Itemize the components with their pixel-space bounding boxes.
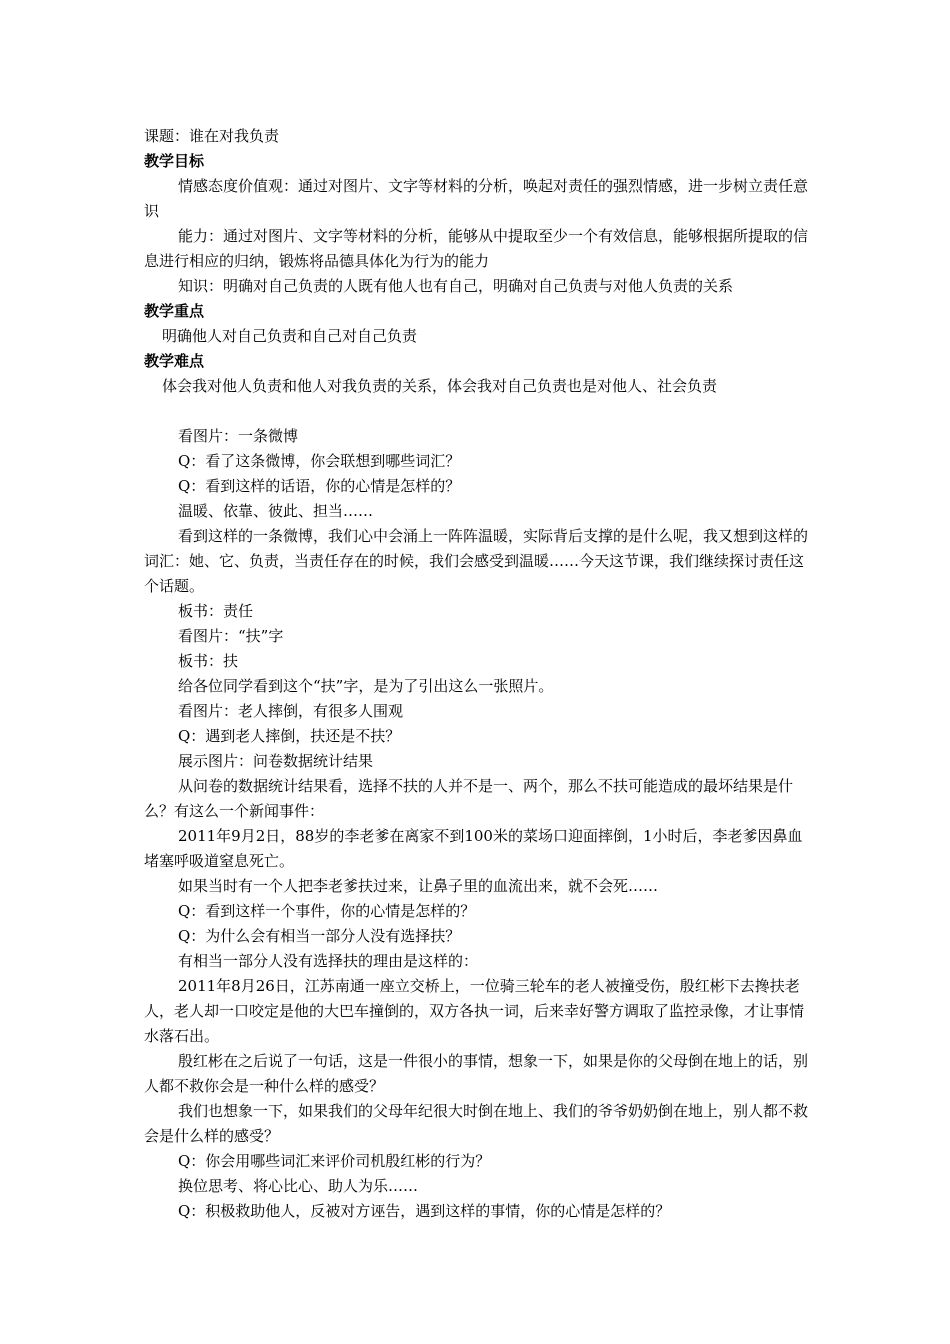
heading-difficult-points: 教学难点: [144, 352, 205, 370]
paragraph: 殷红彬在之后说了一句话，这是一件很小的事情，想象一下，如果是你的父母倒在地上的话，别人都不救你会是一种什么样的感受？: [144, 1052, 809, 1095]
paragraph: 我们也想象一下，如果我们的父母年纪很大时倒在地上、我们的爷爷奶奶倒在地上，别人都不救会是什么样的感受？: [144, 1102, 809, 1145]
paragraph: 有相当一部分人没有选择扶的理由是这样的：: [178, 952, 479, 970]
paragraph: 板书：扶: [178, 652, 239, 670]
blank-line: [144, 399, 816, 424]
paragraph: 2011年8月26日，江苏南通一座立交桥上，一位骑三轮车的老人被撞受伤，殷红彬下去搀扶老人，老人却一口咬定是他的大巴车撞倒的，双方各执一词，后来幸好警方调取了监控录像，才让事情水落石出。: [144, 977, 805, 1045]
paragraph: 看到这样的一条微博，我们心中会涌上一阵阵温暖，实际背后支撑的是什么呢，我又想到这样的词汇：她、它、负责，当责任存在的时候，我们会感受到温暖……今天这节课，我们继续探讨责任这个话题。: [144, 527, 809, 595]
paragraph: Q：你会用哪些词汇来评价司机殷红彬的行为？: [178, 1152, 491, 1170]
paragraph: 温暖、依靠、彼此、担当……: [178, 502, 374, 520]
paragraph: Q：看到这样一个事件，你的心情是怎样的？: [178, 902, 476, 920]
paragraph: 如果当时有一个人把李老爹扶过来，让鼻子里的血流出来，就不会死……: [178, 877, 659, 895]
lesson-title: 课题：谁在对我负责: [144, 127, 280, 145]
paragraph: 2011年9月2日，88岁的李老爹在离家不到100米的菜场口迎面摔倒，1小时后，李老爹因鼻血堵塞呼吸道窒息死亡。: [144, 827, 803, 870]
heading-key-points: 教学重点: [144, 302, 205, 320]
objective-emotion: 情感态度价值观：通过对图片、文字等材料的分析，唤起对责任的强烈情感，进一步树立责任意识: [144, 177, 809, 220]
paragraph: 给各位同学看到这个“扶”字，是为了引出这么一张照片。: [178, 677, 554, 695]
paragraph: Q：积极救助他人，反被对方诬告，遇到这样的事情，你的心情是怎样的？: [178, 1202, 671, 1220]
paragraph: Q：看到这样的话语，你的心情是怎样的？: [178, 477, 461, 495]
paragraph: Q：遇到老人摔倒，扶还是不扶？: [178, 727, 401, 745]
paragraph: 看图片：老人摔倒，有很多人围观: [178, 702, 404, 720]
paragraph: Q：为什么会有相当一部分人没有选择扶？: [178, 927, 461, 945]
paragraph: 从问卷的数据统计结果看，选择不扶的人并不是一、两个，那么不扶可能造成的最坏结果是什么？有这么一个新闻事件：: [144, 777, 794, 820]
paragraph: 换位思考、将心比心、助人为乐……: [178, 1177, 419, 1195]
paragraph: Q：看了这条微博，你会联想到哪些词汇？: [178, 452, 461, 470]
objective-ability: 能力：通过对图片、文字等材料的分析，能够从中提取至少一个有效信息，能够根据所提取的信息进行相应的归纳，锻炼将品德具体化为行为的能力: [144, 227, 809, 270]
paragraph: 展示图片：问卷数据统计结果: [178, 752, 374, 770]
key-points-text: 明确他人对自己负责和自己对自己负责: [162, 327, 418, 345]
difficult-points-text: 体会我对他人负责和他人对我负责的关系，体会我对自己负责也是对他人、社会负责: [162, 377, 718, 395]
lesson-plan-body: [144, 124, 816, 1224]
paragraph: 看图片：“扶”字: [178, 627, 284, 645]
objective-knowledge: 知识：明确对自己负责的人既有他人也有自己，明确对自己负责与对他人负责的关系: [178, 277, 734, 295]
paragraph: 板书：责任: [178, 602, 254, 620]
paragraph: 看图片：一条微博: [178, 427, 299, 445]
heading-objectives: 教学目标: [144, 152, 205, 170]
